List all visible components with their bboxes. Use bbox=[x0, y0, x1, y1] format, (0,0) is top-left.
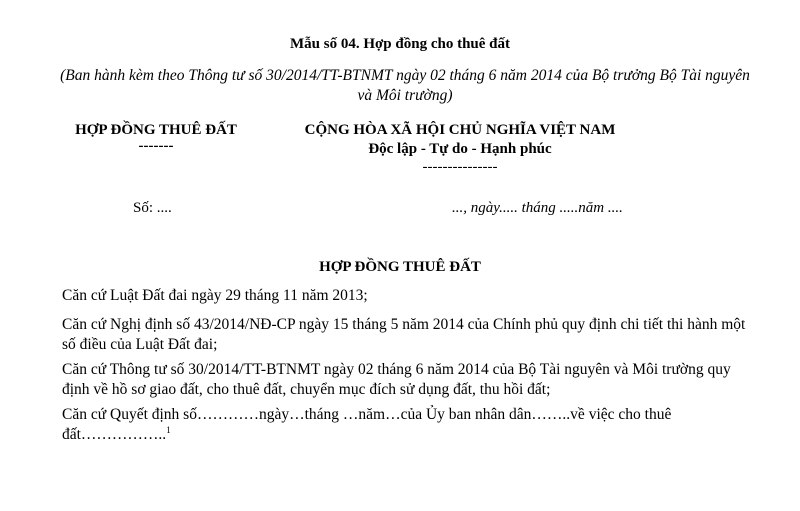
left-org-divider: ------- bbox=[138, 138, 174, 154]
form-subtitle: (Ban hành kèm theo Thông tư số 30/2014/TT-BTNMT ngày 02 tháng 6 năm 2014 của Bộ trưởng Bộ Tài nguyên và Môi trường) bbox=[60, 67, 750, 104]
right-org-block bbox=[270, 122, 650, 174]
right-org-divider: --------------- bbox=[422, 159, 498, 175]
paragraph-4 bbox=[62, 405, 762, 445]
form-title: Mẫu số 04. Hợp đồng cho thuê đất bbox=[289, 36, 510, 52]
paragraph-1: Căn cứ Luật Đất đai ngày 29 tháng 11 năm 2013; bbox=[62, 287, 368, 304]
country-name: CỘNG HÒA XÃ HỘI CHỦ NGHĨA VIỆT NAM bbox=[304, 122, 616, 138]
paragraph-4-text: Căn cứ Quyết định số…………ngày…tháng …năm…của Ủy ban nhân dân……..về việc cho thuê đất…………….. bbox=[62, 406, 672, 443]
paragraph-3: Căn cứ Thông tư số 30/2014/TT-BTNMT ngày 02 tháng 6 năm 2014 của Bộ Tài nguyên và Môi trường quy định về hồ sơ giao đất, cho thuê đất, chuyển mục đích sử dụng đất, thu hồi đất; bbox=[62, 361, 731, 398]
document-date: ..., ngày..... tháng .....năm .... bbox=[452, 200, 623, 216]
document-title: HỢP ĐỒNG THUÊ ĐẤT bbox=[319, 259, 481, 275]
national-motto: Độc lập - Tự do - Hạnh phúc bbox=[368, 141, 552, 157]
paragraph-2: Căn cứ Nghị định số 43/2014/NĐ-CP ngày 15 tháng 5 năm 2014 của Chính phủ quy định chi tiết thi hành một số điều của Luật Đất đai; bbox=[62, 316, 746, 353]
left-org-name: HỢP ĐỒNG THUÊ ĐẤT bbox=[75, 122, 237, 138]
footnote-marker[interactable]: 1 bbox=[166, 424, 171, 435]
left-org-block bbox=[66, 122, 246, 154]
document-number: Số: .... bbox=[133, 200, 172, 216]
